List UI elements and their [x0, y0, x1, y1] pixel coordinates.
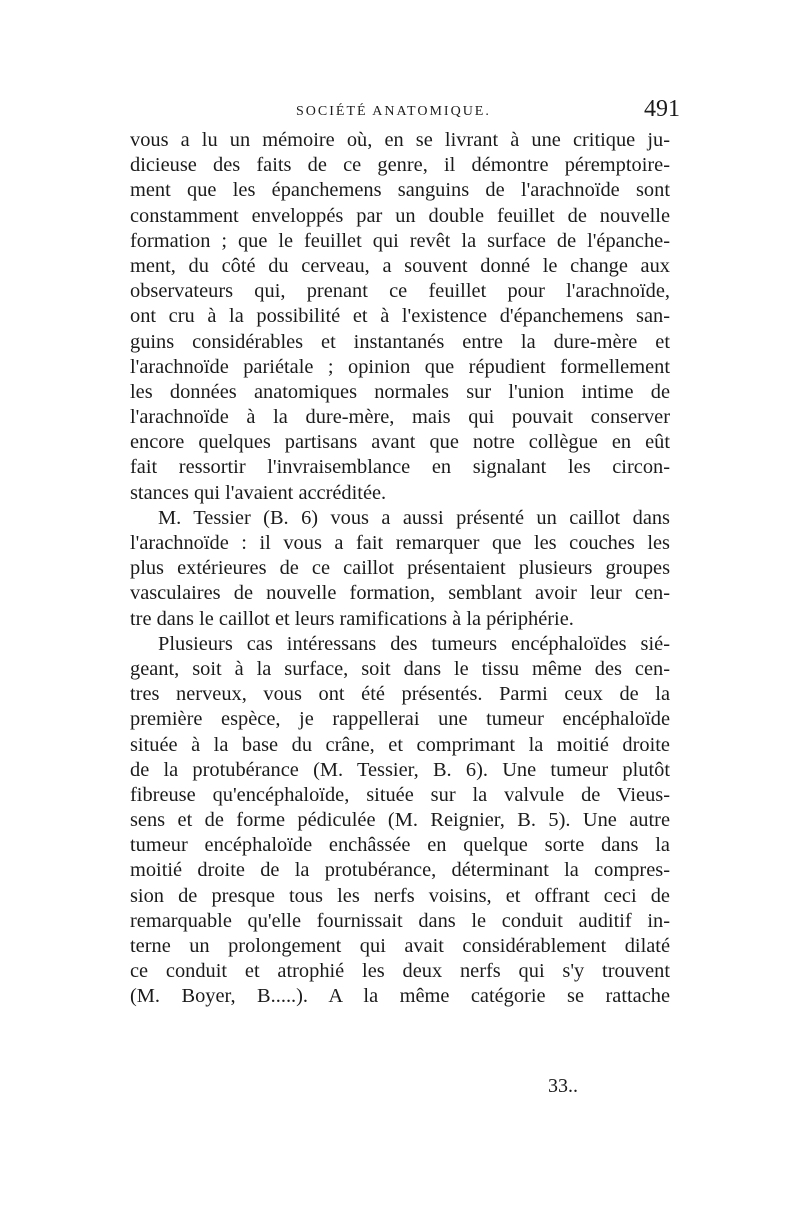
text-line: (M. Boyer, B.....). A la même catégorie se rattache: [130, 985, 670, 1008]
text-line: sion de presque tous les nerfs voisins, et offrant ceci de: [130, 884, 670, 907]
text-line: première espèce, je rappellerai une tumeur encéphaloïde: [130, 708, 670, 731]
text-line: constamment enveloppés par un double feuillet de nouvelle: [130, 204, 670, 227]
text-line: fibreuse qu'encéphaloïde, située sur la valvule de Vieus-: [130, 783, 670, 806]
running-title: SOCIÉTÉ ANATOMIQUE.: [296, 104, 491, 119]
text-line: ment, du côté du cerveau, a souvent donné le change aux: [130, 254, 670, 277]
text-line: Plusieurs cas intéressans des tumeurs encéphaloïdes sié-: [158, 632, 670, 655]
text-line: les données anatomiques normales sur l'union intime de: [130, 380, 670, 403]
body-text: [130, 128, 670, 1010]
text-line: terne un prolongement qui avait considérablement dilaté: [130, 935, 670, 957]
text-line: remarquable qu'elle fournissait dans le conduit auditif in-: [130, 909, 670, 932]
text-line: l'arachnoïde à la dure-mère, mais qui pouvait conserver: [130, 406, 670, 429]
text-line: guins considérables et instantanés entre la dure-mère et: [130, 330, 670, 353]
text-line: ment que les épanchemens sanguins de l'arachnoïde sont: [130, 179, 670, 202]
text-line: formation ; que le feuillet qui revêt la surface de l'épanche-: [130, 229, 670, 252]
page-number: 491: [644, 96, 680, 122]
text-line: tre dans le caillot et leurs ramifications à la périphérie.: [130, 607, 574, 630]
text-line: située à la base du crâne, et comprimant la moitié droite: [130, 733, 670, 756]
text-line: M. Tessier (B. 6) vous a aussi présenté un caillot dans: [158, 506, 670, 529]
text-line: observateurs qui, prenant ce feuillet pour l'arachnoïde,: [130, 280, 670, 303]
text-line: vasculaires de nouvelle formation, semblant avoir leur cen-: [130, 582, 670, 605]
text-line: tres nerveux, vous ont été présentés. Parmi ceux de la: [130, 683, 670, 706]
text-line: fait ressortir l'invraisemblance en signalant les circon-: [130, 456, 670, 479]
text-line: ont cru à la possibilité et à l'existence d'épanchemens san-: [130, 305, 670, 328]
text-line: moitié droite de la protubérance, déterminant la compres-: [130, 859, 670, 882]
text-line: de la protubérance (M. Tessier, B. 6). Une tumeur plutôt: [130, 758, 670, 781]
text-line: tumeur encéphaloïde enchâssée en quelque sorte dans la: [130, 834, 670, 857]
text-line: plus extérieures de ce caillot présentaient plusieurs groupes: [130, 557, 670, 580]
printer-signature-mark: 33..: [548, 1075, 578, 1097]
text-line: geant, soit à la surface, soit dans le tissu même des cen-: [130, 657, 670, 680]
text-line: l'arachnoïde pariétale ; opinion que répudient formellement: [130, 355, 670, 378]
text-line: vous a lu un mémoire où, en se livrant à une critique ju-: [130, 129, 670, 151]
text-line: sens et de forme pédiculée (M. Reignier, B. 5). Une autre: [130, 809, 670, 832]
text-line: stances qui l'avaient accréditée.: [130, 481, 387, 504]
text-line: ce conduit et atrophié les deux nerfs qui s'y trouvent: [130, 960, 670, 983]
page-header: [120, 96, 680, 130]
text-line: encore quelques partisans avant que notre collègue en eût: [130, 431, 670, 454]
text-line: l'arachnoïde : il vous a fait remarquer que les couches les: [130, 532, 670, 554]
text-line: dicieuse des faits de ce genre, il démontre péremptoire-: [130, 154, 670, 177]
